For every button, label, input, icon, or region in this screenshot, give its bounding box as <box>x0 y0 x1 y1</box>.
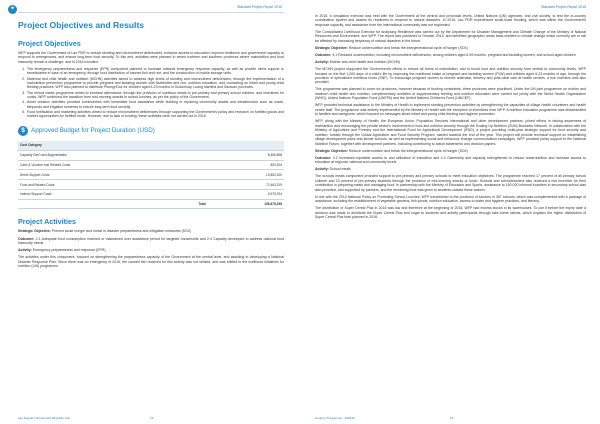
body-paragraph <box>315 119 586 146</box>
table-header-cell: Cost Category <box>18 141 208 151</box>
objectives-intro: WFP supports the Government of Lao PDR to reduce stunting and micronutrient deficiencies, enhance access to education, improve resilience and government capacity to respond to emergencies, and ensure long-term food security. To this end, activities were planned in seven northern and southern provinces where malnutrition and food insecurity remain a challenge, and in 2016 included: <box>18 51 284 64</box>
table-total-row <box>18 199 284 209</box>
body-paragraph <box>315 67 586 85</box>
row-label: Capacity Dev't and Augmentation <box>18 150 208 160</box>
paragraph-text: 4.1 Reduced undernutrition, including micronutrient deficiencies, among children aged 6-59 months, pregnant and lactating women, and school-aged children <box>332 52 576 57</box>
table-row <box>18 180 284 190</box>
row-value: 19,852,520 <box>208 170 284 180</box>
paragraph-text: In line with the 2014 National Policy on Promoting School Lunches, WFP transitioned to the provision of lunches in 387 schools, which was complemented with a package of assistance, including the establishment of vegetable gardens, fish ponds, nutrition education, access to water and hygiene practices, and literacy. <box>315 194 586 204</box>
budget-title: Approved Budget for Project Duration (USD) <box>31 127 155 135</box>
list-item: 5. Food fortification and marketing activities aimed to reduce micronutrient deficiencies through supporting the Government's policy and research on fortified goods and market opportunities for fortified foods. However, due to lack of funding, these activities were not carried out in 2016. <box>26 110 284 119</box>
row-value: 6,979,294 <box>208 189 284 199</box>
paragraph-text: In 2016, a simulation exercise was held with the Government at the central and provincial levels, United Nations (UN) agencies, and civil society, to test the in-country coordination system and assess its readiness to respond to natural disasters. In 2016, Lao PDR experienced small-scale flooding, which was within the Government's response capacity, and assistance from the international community was not requested. <box>315 14 586 27</box>
activities-heading: Project Activities <box>18 217 77 227</box>
row-label: Food and Related Costs <box>18 180 208 190</box>
body-paragraph <box>315 53 586 57</box>
right-content <box>315 14 586 222</box>
row-value: 72,463,319 <box>208 180 284 190</box>
objectives-list <box>26 67 284 119</box>
paragraph-label: Outcome: <box>315 155 332 160</box>
paragraph-label: Strategic Objective: <box>315 148 348 153</box>
paragraph-text: 2.1 Adequate food consumption reached or maintained over assistance period for targeted households and 2.4 Capacity developed to address national food insecurity needs <box>18 236 284 245</box>
body-paragraph <box>315 195 586 204</box>
page-title: Project Objectives and Results <box>18 20 145 30</box>
paragraph-text: The MCHN project supported the Government's efforts to reduce all forms of malnutrition, and to boost food and nutrition security from central to community levels. WFP focused on the first 1,000 days of a child's life by improving the nutritional intake of pregnant and lactating women (PLW) and children aged 6-23 months of age, through the provision of specialised nutritious foods (SNF). To encourage pregnant women to receive antenatal, delivery and post-natal care at health centres, a rice incentive was also provided. <box>315 67 586 85</box>
left-content <box>18 20 284 271</box>
body-paragraph <box>315 156 586 165</box>
paragraph-label: Activity: <box>315 167 329 172</box>
body-paragraph <box>315 46 586 50</box>
body-paragraph <box>315 167 586 171</box>
list-item: 1. The emergency preparedness and response (EPR) component planned to increase national emergency response capacity, as well as provide direct support to beneficiaries in case of an emergency, through food distribution of canned fish and rice, and the construction of mobile storage units. <box>26 67 284 76</box>
paragraph-text: WFP, along with the Ministry of Health, the European Union, Population Services International and other development partners, joined efforts in raising awareness of malnutrition and encouraging the private sector's involvement in food and nutrition security through the Scaling Up Nutrition (SUN) Business Network. In collaboration with the Ministry of Agriculture and Forestry and the International Fund for Agricultural Development (IFAD), a project providing multi-year strategic support for food security and nutrition, funded through the Global Agriculture and Food Security Program, started towards the end of the year. This project will provide technical support on establishing village development plans and farmer schools, as well as implementing social and behaviour change communication campaigns. WFP provided policy support to the National Nutrition Forum, together with development partners, including contributing to action statements and decision papers. <box>315 119 586 146</box>
dollar-icon: $ <box>18 126 28 136</box>
footer-page-number: 14 <box>150 416 154 420</box>
total-label: Total <box>18 199 208 209</box>
body-paragraph <box>315 87 586 100</box>
table-header-row <box>18 141 284 151</box>
body-paragraph <box>315 149 586 153</box>
activity-paragraph <box>18 248 284 252</box>
body-paragraph <box>315 14 586 27</box>
table-row <box>18 189 284 199</box>
footer-page-number: 15 <box>450 416 454 420</box>
table-row <box>18 160 284 170</box>
row-label: Cash & Voucher and Related Costs <box>18 160 208 170</box>
budget-table <box>18 141 284 210</box>
paragraph-text: The Consolidated Livelihood Exercise for Analysing Resilience was carried out by the Department for Disaster Management and Climate Change of the Ministry of Natural Resources and Environment, and WFP. The report was published in October 2016, and identified geographic areas least-resilient to climate change which currently are or will be affected by increasing frequency of natural disasters in the future. <box>315 29 586 43</box>
wfp-logo: ✦ <box>9 6 16 12</box>
activities-tail: The activities under this component, focused on strengthening the preparedness capacity of the Government at the central level, and assisting in developing a National Disaster Response Plan. Since there was no emergency in 2016, the canned fish received for this activity was not utilised, and was shifted to the livelihood initiatives for nutrition (LIN) programme. <box>18 255 284 268</box>
running-head: Standard Project Report 2016 <box>541 5 586 9</box>
body-paragraph <box>315 60 586 64</box>
objectives-heading: Project Objectives <box>18 39 81 48</box>
total-value: 108,675,295 <box>208 199 284 209</box>
row-value: 893,304 <box>208 160 284 170</box>
row-value: 8,486,858 <box>208 150 284 160</box>
paragraph-label: Activity: <box>315 60 329 64</box>
paragraph-text: The distribution of Super Cereal Plus in 2016 was low and therefore at the beginning of 2016, WFP had excess stocks in its warehouses. To use it before the expiry date a decision was made to distribute the Super Cereal Plus and sugar to students and activity participants through take-home rations, which explains the higher distribution of Super Cereal Plus than planned in 2016. <box>315 206 586 220</box>
footer-left-text: Lao People's Democratic Republic (LA) <box>18 416 71 420</box>
paragraph-label: Activity: <box>18 248 32 253</box>
paragraph-text: Prevent acute hunger and invest in disaster preparedness and mitigation measures (SO2) <box>51 229 191 234</box>
right-page <box>300 0 600 424</box>
paragraph-text: Emergency preparedness and response (EPR) <box>32 248 106 253</box>
paragraph-text: 4.2 Increased equitable access to and utilization of education and 4.3 Ownership and capacity strengthened to reduce undernutrition and increase access to education at regional, national and community levels <box>315 155 586 165</box>
paragraph-text: This programme was planned to cover six provinces, however because of funding constraints, three provinces were prioritised. Under the UN joint programme on mother and newborn child health and nutrition, complementary activities of supplementary feeding and nutrition education were carried out jointly with the World Health Organization (WHO), United Nations Population Fund (UNFPA) and the United Nations Children's Fund (UNICEF). <box>315 87 586 101</box>
budget-heading <box>18 126 284 136</box>
paragraph-text: Reduce undernutrition and break the intergenerational cycle of hunger (SO4) <box>348 45 468 50</box>
paragraph-text: Mother and child health and nutrition (MCHN) <box>329 60 401 64</box>
list-item: 4. Asset creation activities provided communities with immediate food assistance while building or repairing community assets and infrastructure such as roads, fishponds and irrigation schemes to ensure long-term food security. <box>26 100 284 109</box>
body-paragraph <box>315 30 586 43</box>
activity-paragraph <box>18 237 284 246</box>
list-item: 2. Maternal and child health and nutrition (MCHN) activities aimed to address high levels of stunting and micronutrient deficiencies, through the implementation of a malnutrition prevention programme to provide pregnant and lactating women with Nutributter and rice, nutrition education, and counseling on infant and young child feeding practices. WFP also planned to distribute Plumpy'Doz for children aged 6-23 months in Oudomxay, Luang Namtha and Saravan provinces. <box>26 77 284 90</box>
list-item: 3. The school meals programme aimed to increase attendance, through the provision of nutritious meals to pre-primary and primary school children, and incentives for cooks. WFP continued the transition from mid-morning snacks to school lunches, as per the policy of the Government. <box>26 91 284 100</box>
paragraph-text: Reduce undernutrition and break the intergenerational cycle of hunger (SO4) <box>348 148 468 153</box>
body-paragraph <box>315 103 586 116</box>
paragraph-label: Outcome: <box>315 52 332 57</box>
footer-left-text: Country Programme - 200242 <box>315 416 355 420</box>
table-row <box>18 170 284 180</box>
row-label: Direct Support Costs <box>18 170 208 180</box>
body-paragraph <box>315 206 586 219</box>
paragraph-label: Strategic Objective: <box>18 229 51 234</box>
paragraph-label: Strategic Objective: <box>315 45 348 50</box>
paragraph-text: WFP provided technical assistance to the Ministry of Health to implement stunting prevention activities by strengthening the capacities of village health volunteers and health centre staff. The programme was entirely implemented by the Ministry of Health with the exception of incentives from WFP. A nutrition education programme was disseminated to families and caregivers, which focused on messages about infant and young child feeding and hygiene promotion. <box>315 103 586 117</box>
body-paragraph <box>315 174 586 192</box>
activity-paragraph <box>18 229 284 233</box>
row-label: Indirect Support Costs <box>18 189 208 199</box>
table-header-cell <box>208 141 284 151</box>
table-row <box>18 150 284 160</box>
paragraph-text: School meals <box>329 167 351 172</box>
running-head: Standard Project Report 2016 <box>237 5 282 9</box>
header-rule <box>18 12 284 13</box>
paragraph-label: Outcome: <box>18 236 35 241</box>
paragraph-text: The schools meals component provided support to pre-primary and primary schools to meet education objectives. The programme reached 17 percent of all primary school children and 10 percent of pre-primary students through the provision of mid-morning snacks or lunch. Schools and schoolteachers also received a rice incentive for their contribution in preparing meals and managing food. In partnership with the Ministry of Education and Sports, assistance to 160,000 informal boarders in secondary school was also provided, and supported by partners, and the remaining food was given to students outside these actions. <box>315 174 586 192</box>
